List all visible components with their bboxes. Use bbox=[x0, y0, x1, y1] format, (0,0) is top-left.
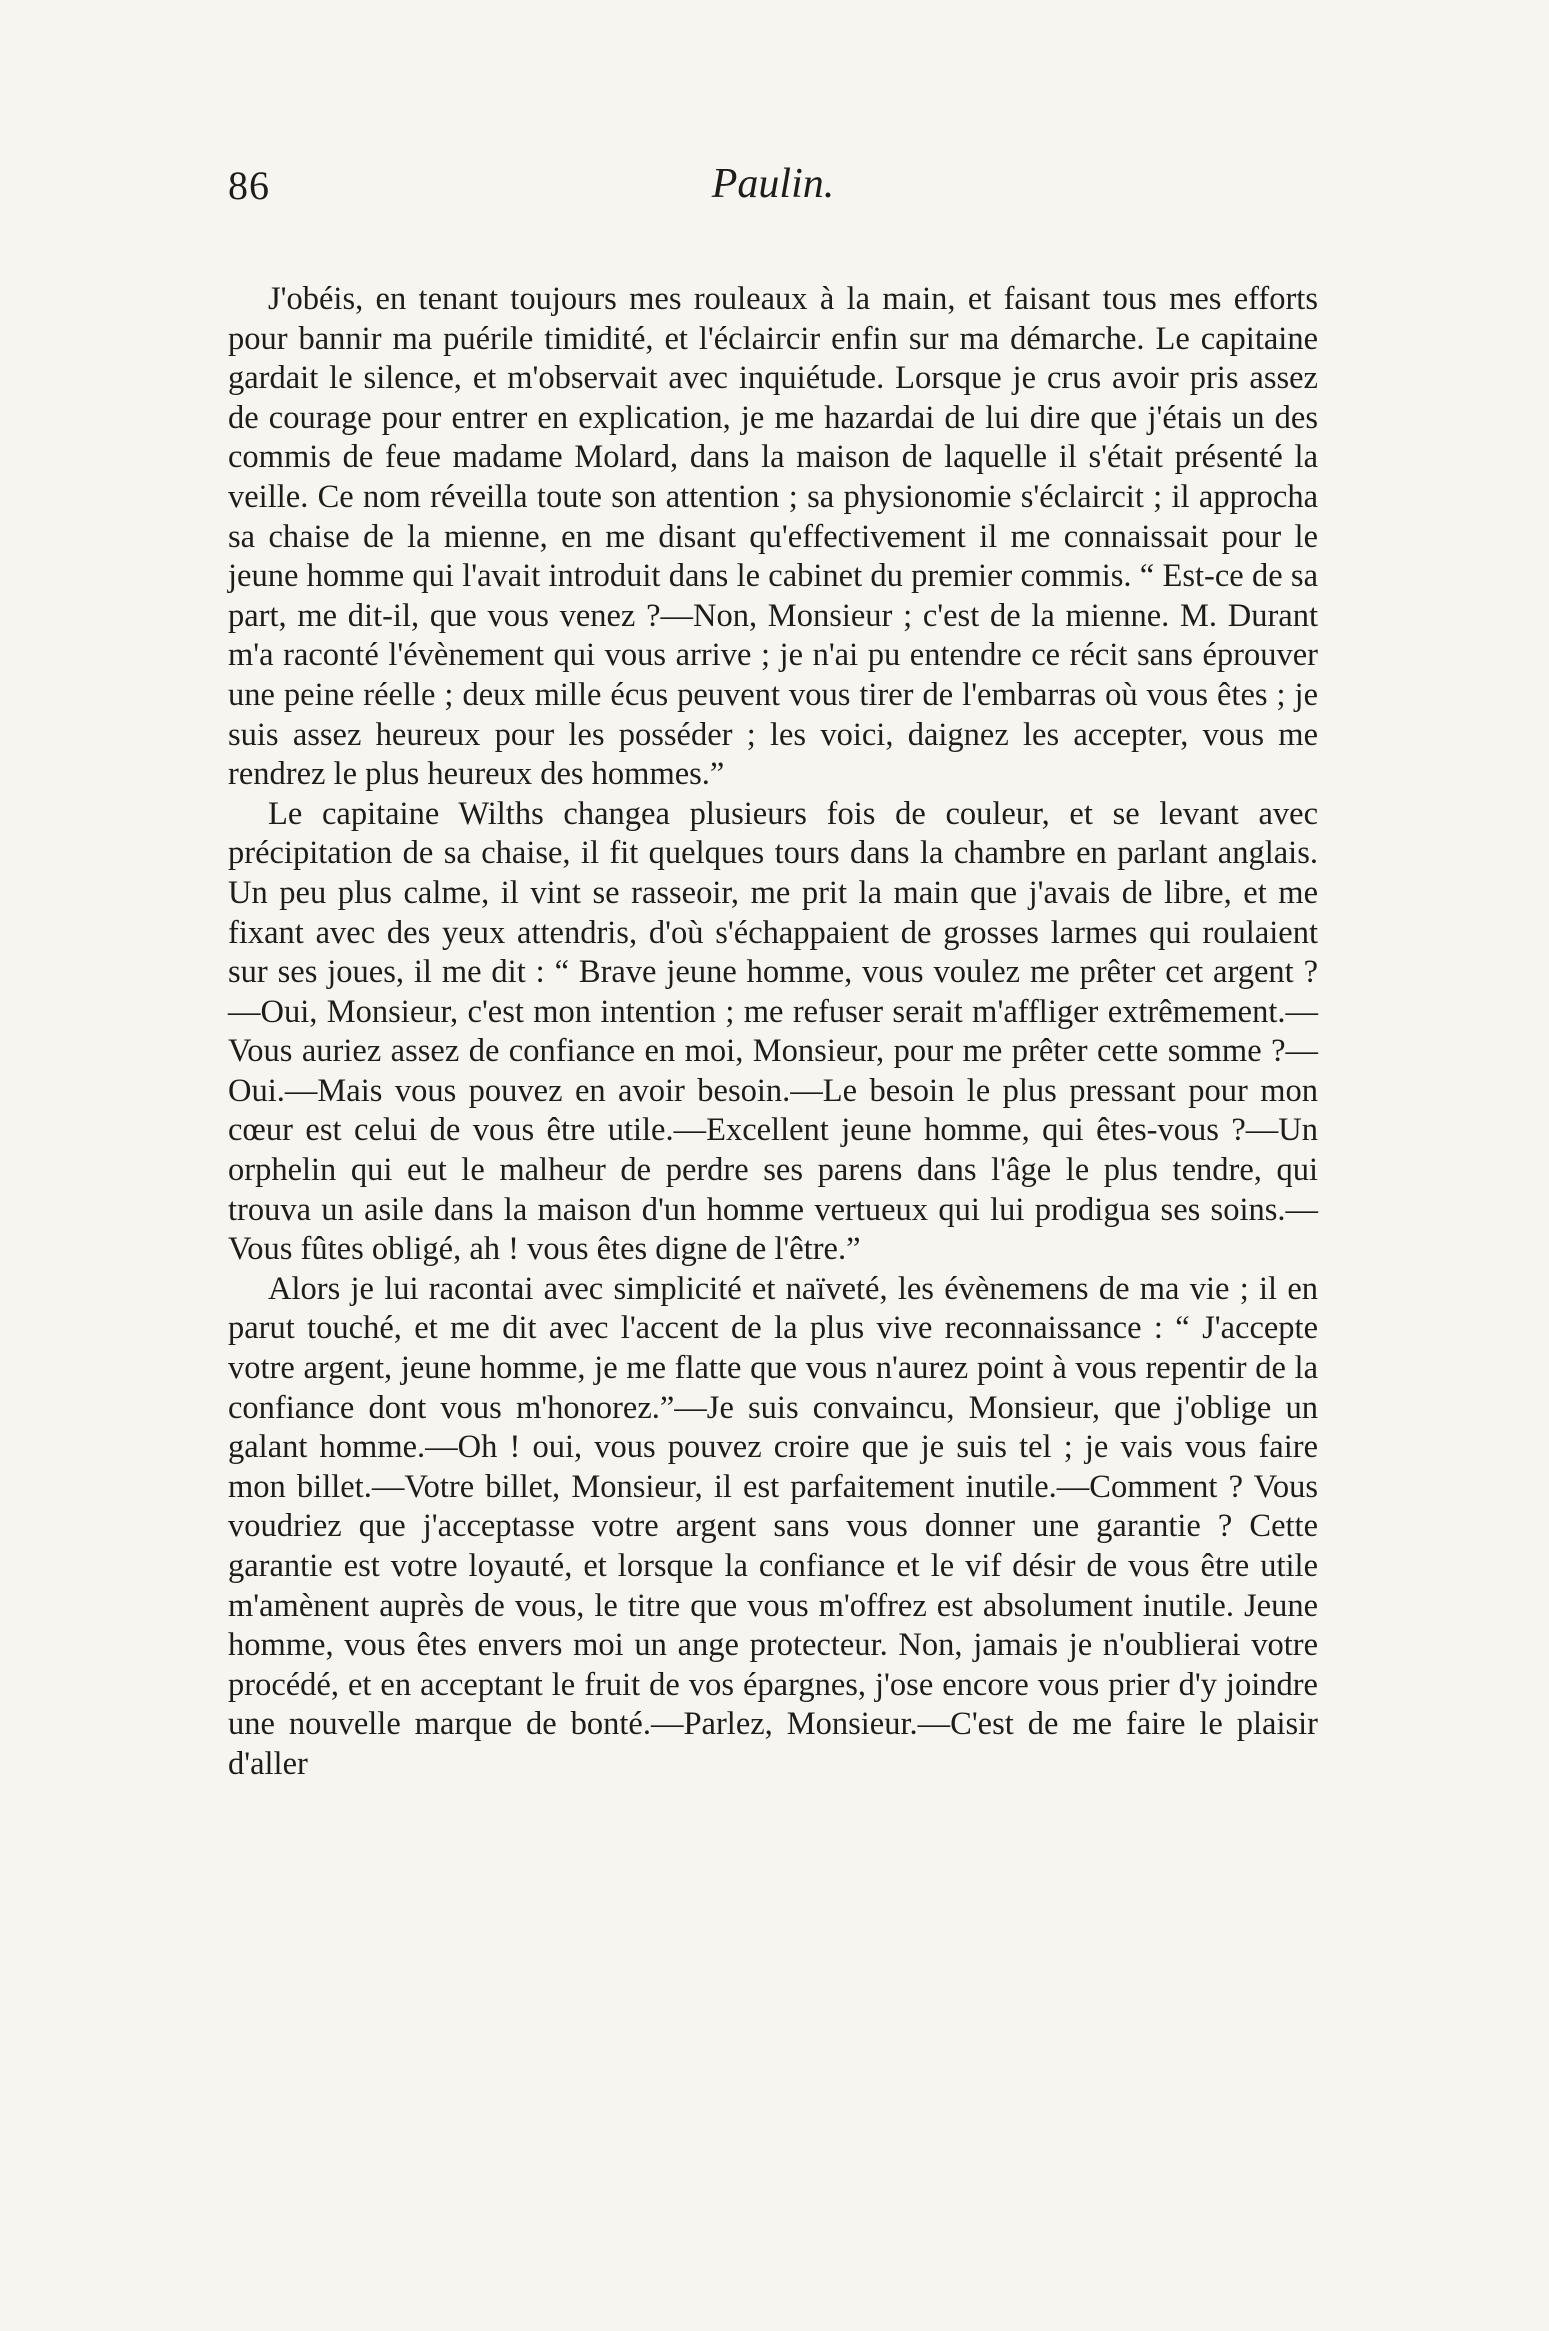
body-text bbox=[228, 280, 1318, 1785]
book-page bbox=[228, 150, 1318, 1785]
paragraph-3: Alors je lui racontai avec simplicité et naïveté, les évènemens de ma vie ; il en parut touché, et me dit avec l'accent de la plus vive reconnaissance : “ J'accepte votre argent, jeune homme, je me flatte que vous n'aurez point à vous repentir de la confiance dont vous m'honorez.”—Je suis convaincu, Monsieur, que j'oblige un galant homme.—Oh ! oui, vous pouvez croire que je suis tel ; je vais vous faire mon billet.—Votre billet, Monsieur, il est parfaitement inutile.—Comment ? Vous voudriez que j'acceptasse votre argent sans vous donner une garantie ? Cette garantie est votre loyauté, et lorsque la confiance et le vif désir de vous être utile m'amènent auprès de vous, le titre que vous m'offrez est absolument inutile. Jeune homme, vous êtes envers moi un ange protecteur. Non, jamais je n'oublierai votre procédé, et en acceptant le fruit de vos épargnes, j'ose encore vous prier d'y joindre une nouvelle marque de bonté.—Parlez, Monsieur.—C'est de me faire le plaisir d'aller bbox=[228, 1270, 1318, 1782]
running-head bbox=[228, 150, 1318, 220]
running-title: Paulin. bbox=[711, 161, 835, 207]
page-number: 86 bbox=[228, 163, 270, 208]
paragraph-2: Le capitaine Wilths changea plusieurs fois de couleur, et se levant avec précipitation de sa chaise, il fit quelques tours dans la chambre en parlant anglais. Un peu plus calme, il vint se rasseoir, me prit la main que j'avais de libre, et me fixant avec des yeux attendris, d'où s'échappaient de grosses larmes qui roulaient sur ses joues, il me dit : “ Brave jeune homme, vous voulez me prêter cet argent ?—Oui, Monsieur, c'est mon intention ; me refuser serait m'affliger extrêmement.—Vous auriez assez de confiance en moi, Monsieur, pour me prêter cette somme ?—Oui.—Mais vous pouvez en avoir besoin.—Le besoin le plus pressant pour mon cœur est celui de vous être utile.—Excellent jeune homme, qui êtes-vous ?—Un orphelin qui eut le malheur de perdre ses parens dans l'âge le plus tendre, qui trouva un asile dans la maison d'un homme vertueux qui lui prodigua ses soins.—Vous fûtes obligé, ah ! vous êtes digne de l'être.” bbox=[228, 795, 1318, 1268]
paragraph-1: J'obéis, en tenant toujours mes rouleaux à la main, et faisant tous mes efforts pour bannir ma puérile timidité, et l'éclaircir enfin sur ma démarche. Le capitaine gardait le silence, et m'observait avec inquiétude. Lorsque je crus avoir pris assez de courage pour entrer en explication, je me hazardai de lui dire que j'étais un des commis de feue madame Molard, dans la maison de laquelle il s'était présenté la veille. Ce nom réveilla toute son attention ; sa physionomie s'éclaircit ; il approcha sa chaise de la mienne, en me disant qu'effectivement il me connaissait pour le jeune homme qui l'avait introduit dans le cabinet du premier commis. “ Est-ce de sa part, me dit-il, que vous venez ?—Non, Monsieur ; c'est de la mienne. M. Durant m'a raconté l'évènement qui vous arrive ; je n'ai pu entendre ce récit sans éprouver une peine réelle ; deux mille écus peuvent vous tirer de l'embarras où vous êtes ; je suis assez heureux pour les posséder ; les voici, daignez les accepter, vous me rendrez le plus heureux des hommes.” bbox=[228, 281, 1318, 793]
